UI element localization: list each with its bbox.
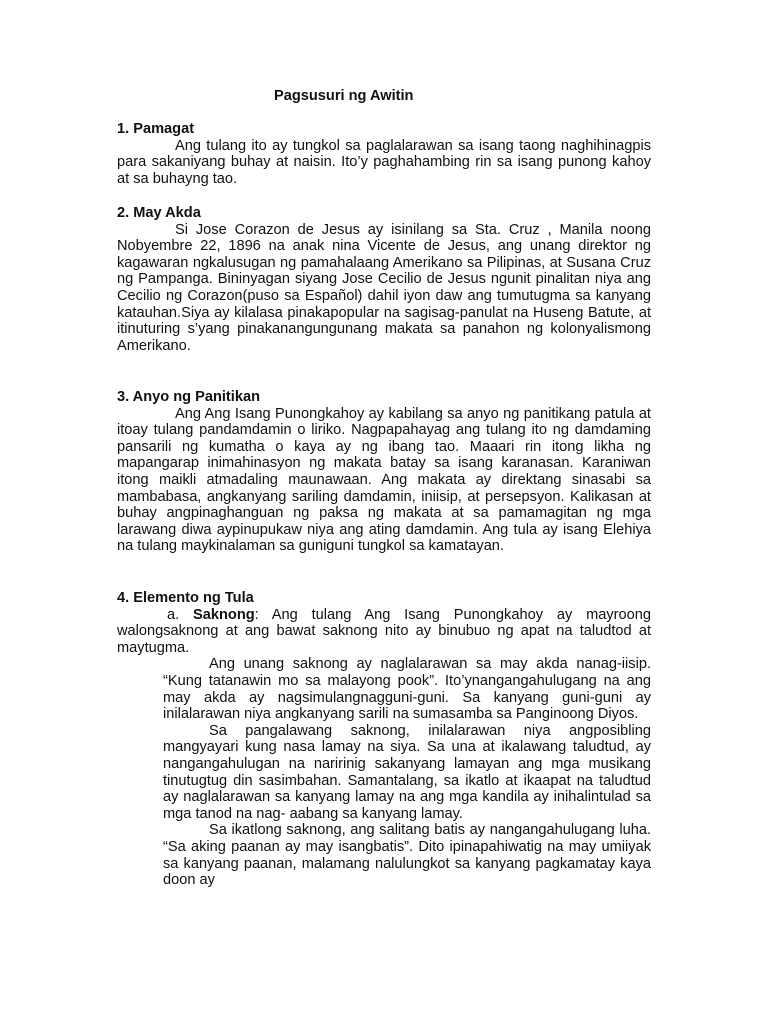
section-may-akda [117, 205, 651, 354]
saknong-label: Saknong [193, 606, 255, 623]
sub-prefix: a. [167, 606, 180, 623]
saknong-paragraph: Sa pangalawang saknong, inilalarawan niya angposibling mangyayari kung nasa lamay na siya. Sa una at ikalawang taludtud, ay nangangahulugan na naririnig sakanyang lamayan ang mga musikang tinutugtug din sasimbahan. Samantalang, sa ikatlo at ikaapat na taludtud ay naglalarawan sa kanyang lamay na ang mga kandila ay inihalintulad sa mga tanod na nag- aabang sa kanyang lamay. [163, 722, 651, 822]
section-paragraph: Si Jose Corazon de Jesus ay isinilang sa Sta. Cruz , Manila noong Nobyembre 22, 1896 na anak nina Vicente de Jesus, ang unang direktor ng kagawaran ngkalusugan ng pamahalaang Amerikano sa Pilipinas, at Susana Cruz ng Pampanga. Bininyagan siyang Jose Cecilio de Jesus ngunit pinalitan niya ang Cecilio ng Corazon(puso sa Español) dahil iyon daw ang tumutugma sa kanyang katauhan.Siya ay kilalasa pinakapopular na sagisag-panulat na Huseng Batute, at itinuturing s’yang pinakanangungunang makata sa panahon ng kolonyalismong Amerikano. [117, 221, 651, 354]
section-elemento-ng-tula [117, 590, 651, 889]
section-heading: 2. May Akda [117, 205, 201, 221]
section-heading: 3. Anyo ng Panitikan [117, 389, 260, 405]
section-paragraph: Ang tulang ito ay tungkol sa paglalarawan sa isang taong naghihinagpis para sakaniyang buhay at naisin. Ito’y paghahambing rin sa isang punong kahoy at sa buhayng tao. [117, 137, 651, 187]
saknong-intro-text: : Ang tulang Ang Isang Punongkahoy ay mayroong walongsaknong at ang bawat saknong nito ay binubuo ng apat na taludtod at maytugma. [117, 606, 651, 656]
section-heading: 4. Elemento ng Tula [117, 590, 254, 606]
section-anyo-ng-panitikan [117, 389, 651, 555]
saknong-intro [117, 607, 651, 657]
saknong-paragraph: Ang unang saknong ay naglalarawan sa may akda nanag-iisip. “Kung tatanawin mo sa malayong pook”. Ito’ynangangahulugang na ang may akda ay nagsimulangnagguni-guni. Sa kanyang guni-guni ay inilalarawan niya angkanyang sarili na sumasamba sa Panginoong Diyos. [163, 656, 651, 723]
document-title: Pagsusuri ng Awitin [274, 88, 414, 104]
section-paragraph: Ang Ang Isang Punongkahoy ay kabilang sa anyo ng panitikang patula at itoay tulang pandamdamin o liriko. Nagpapahayag ang tulang ito ng damdaming pansarili ng kumatha o kaya ay ng ibang tao. Maaari rin itong likha ng mapangarap inimahinasyon ng makata batay sa isang karanasan. Karaniwan itong maikli atmadaling maunawaan. Ang makata ay direktang sinasabi sa mambabasa, angkanyang sariling damdamin, iniisip, at persepsyon. Kalikasan at buhay angpinaghanguan ng paksa ng makata at sa pamamagitan ng mga larawang diwa aypinupukaw niya ang ating damdamin. Ang tula ay isang Elehiya na tulang maykinalaman sa guniguni tungkol sa kamatayan. [117, 405, 651, 555]
section-pamagat [117, 121, 651, 187]
section-heading: 1. Pamagat [117, 121, 195, 137]
saknong-paragraph: Sa ikatlong saknong, ang salitang batis ay nangangahulugang luha. “Sa aking paanan ay may isangbatis”. Dito ipinapahiwatig na may umiiyak sa kanyang paanan, malamang nalulungkot sa kanyang pagkamatay kaya doon ay [163, 822, 651, 889]
